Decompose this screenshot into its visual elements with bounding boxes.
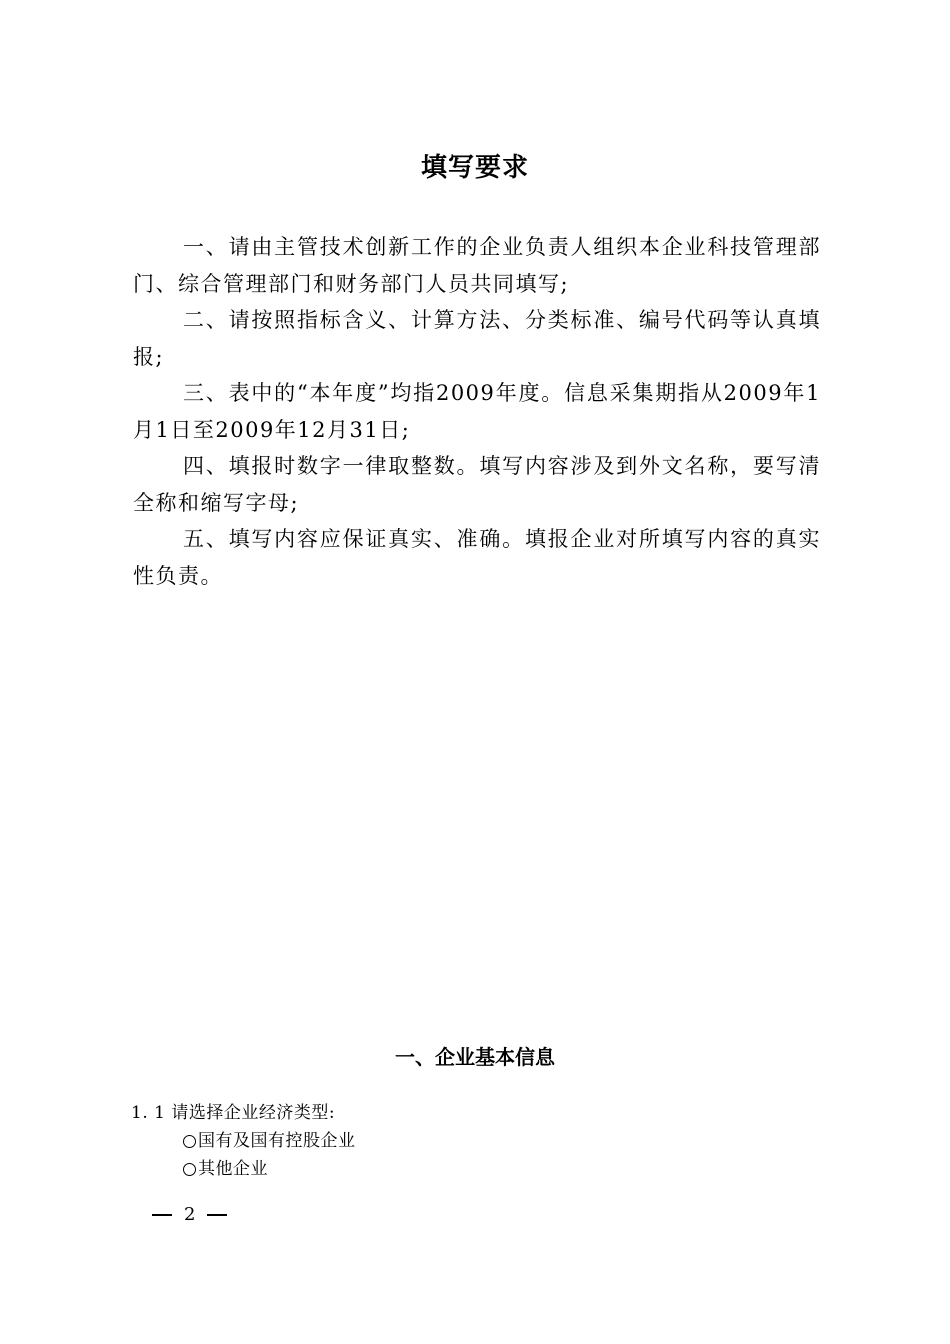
option-state-owned[interactable] [183, 1127, 356, 1155]
requirement-item: 二、请按照指标含义、计算方法、分类标准、编号代码等认真填报; [133, 308, 821, 369]
question-label: 1. 1 请选择企业经济类型: [131, 1103, 336, 1123]
page-number: 2 [184, 1204, 196, 1225]
option-other[interactable] [183, 1155, 268, 1183]
requirement-item: 一、请由主管技术创新工作的企业负责人组织本企业科技管理部门、综合管理部门和财务部门人员共同填写; [133, 235, 821, 296]
requirements-list [133, 229, 821, 594]
requirement-item: 三、表中的“本年度”均指2009年度。信息采集期指从2009年1月1日至2009年12月31日; [133, 381, 821, 442]
radio-circle-icon[interactable] [183, 1163, 196, 1176]
option-label: 国有及国有控股企业 [198, 1131, 356, 1151]
page-title: 填写要求 [420, 153, 529, 183]
page-footer [152, 1201, 227, 1229]
dash-icon [152, 1214, 172, 1216]
dash-icon [207, 1214, 227, 1216]
option-label: 其他企业 [198, 1159, 268, 1179]
requirement-item: 四、填报时数字一律取整数。填写内容涉及到外文名称，要写清全称和缩写字母; [133, 454, 821, 515]
requirement-item: 五、填写内容应保证真实、准确。填报企业对所填写内容的真实性负责。 [133, 527, 821, 588]
radio-circle-icon[interactable] [183, 1135, 196, 1148]
section-title: 一、企业基本信息 [395, 1045, 555, 1069]
